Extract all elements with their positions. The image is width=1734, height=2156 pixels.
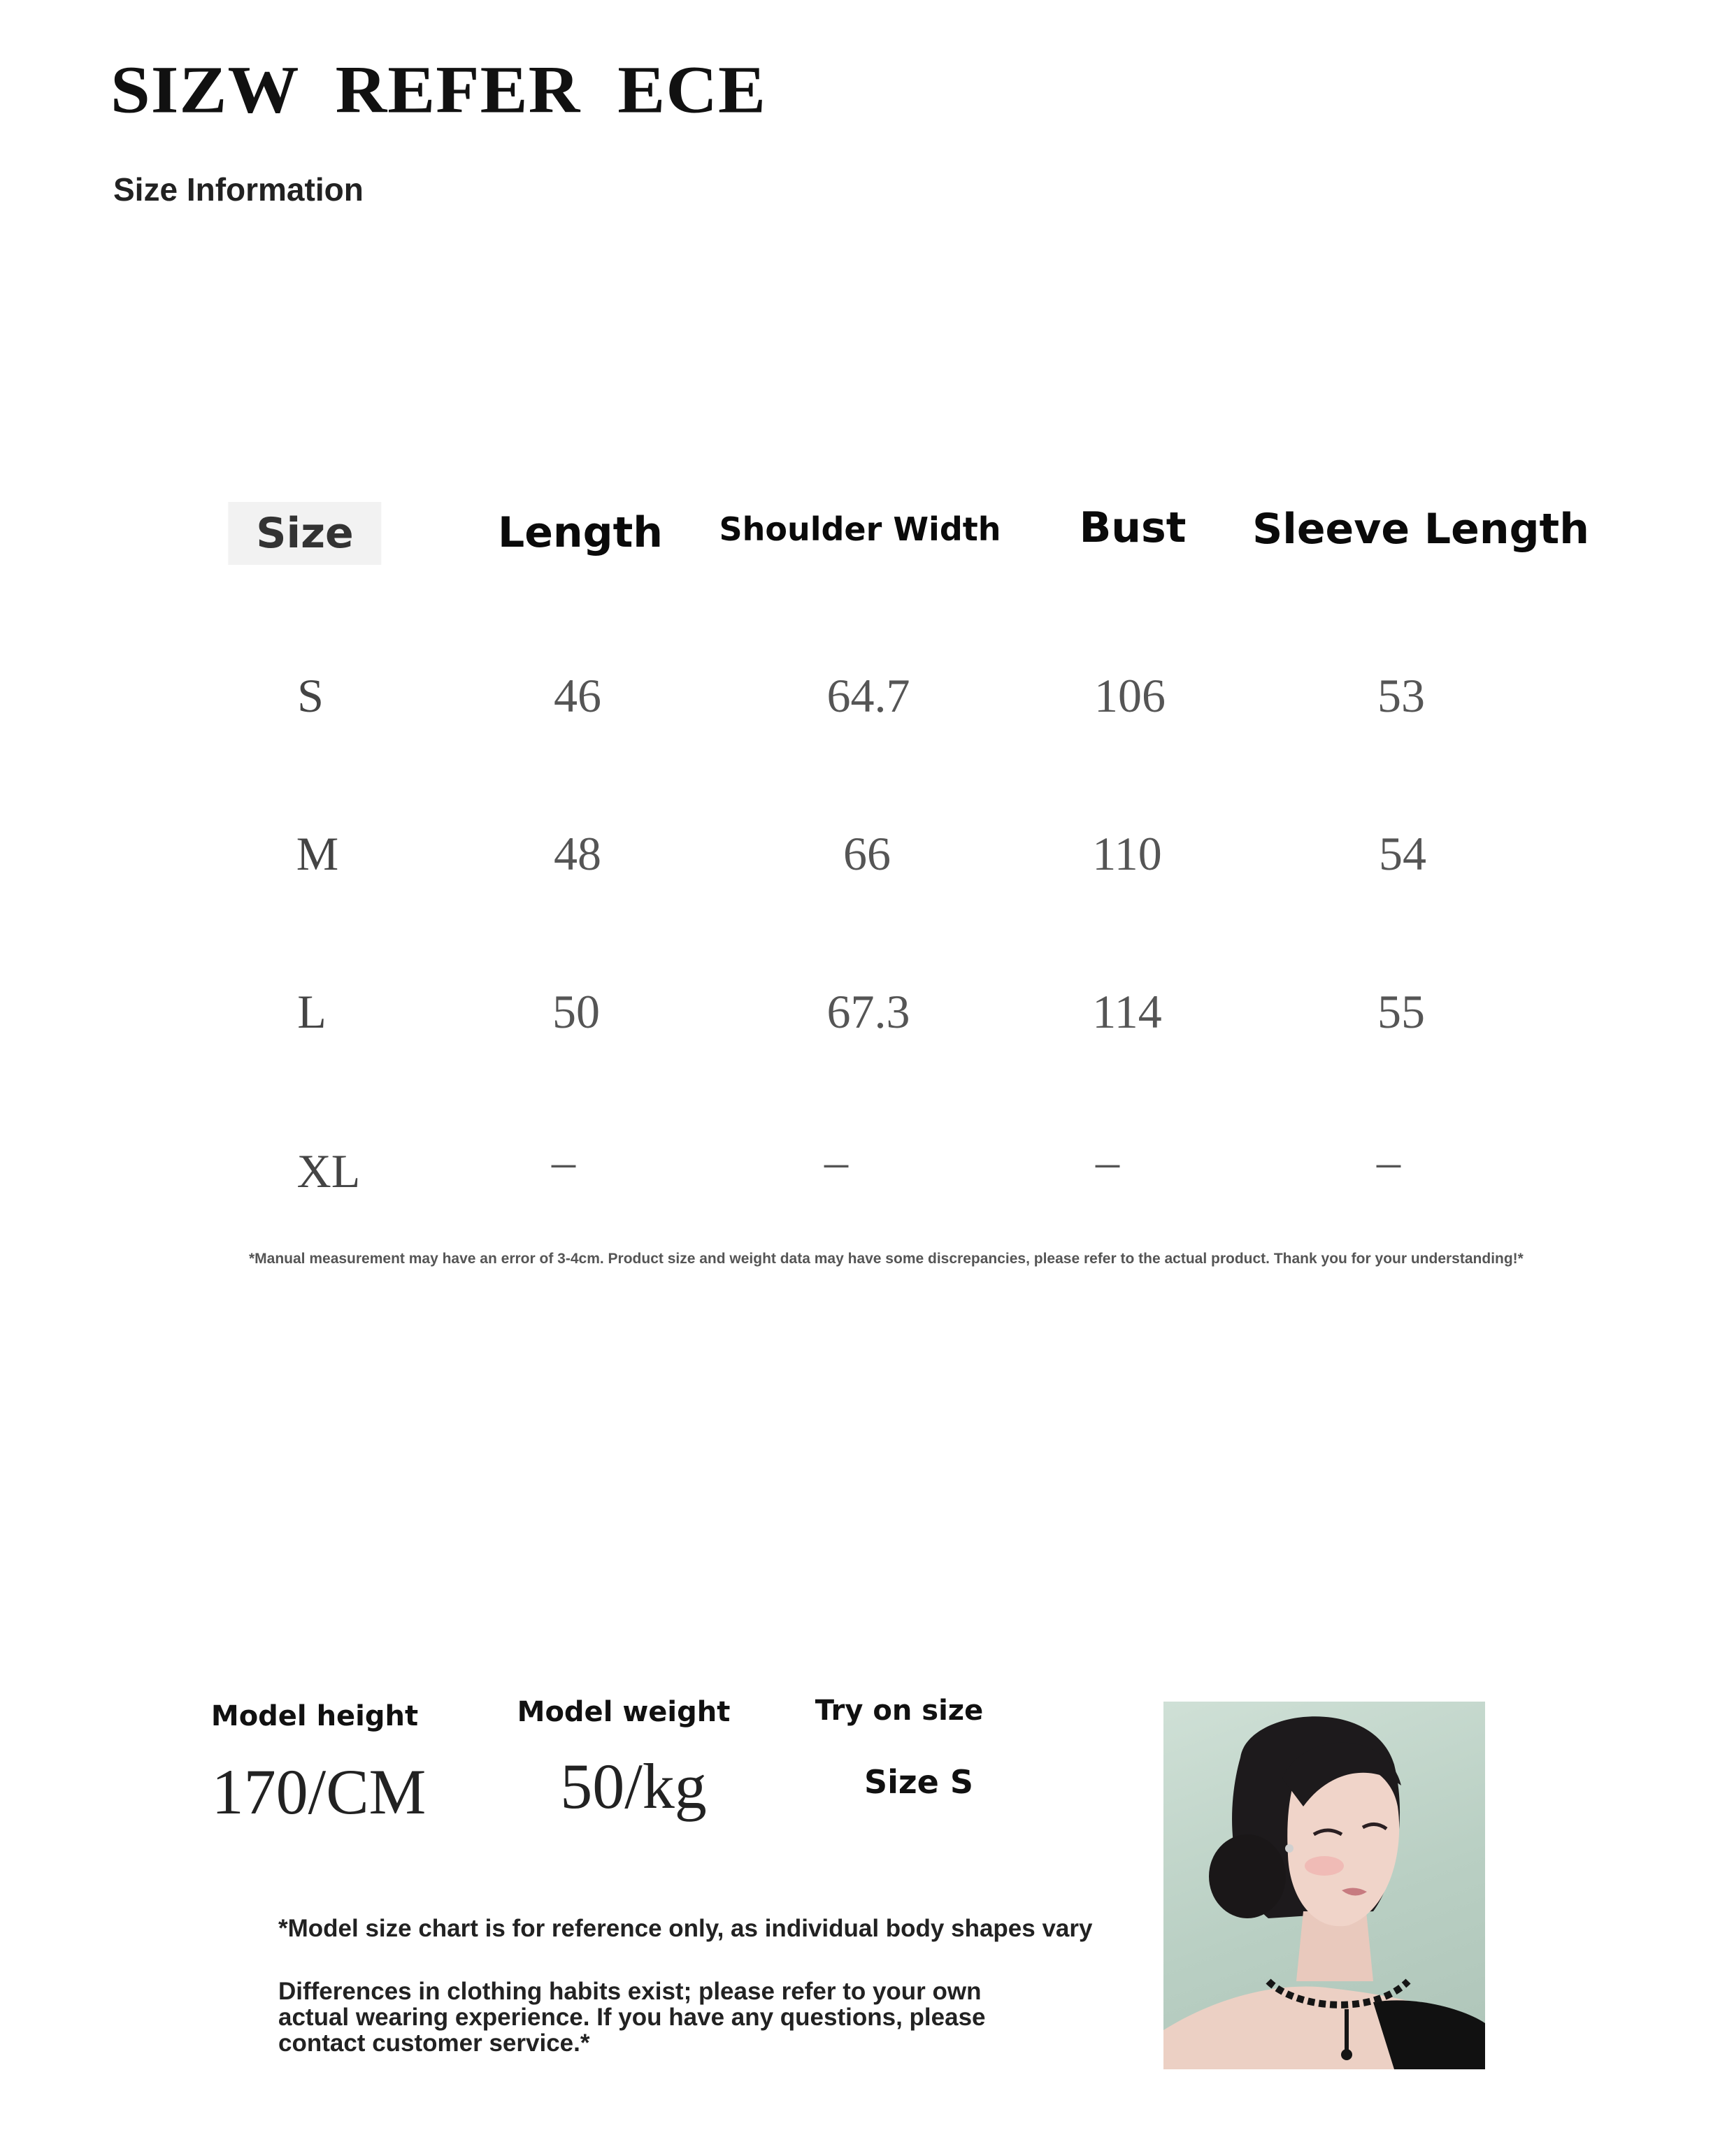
- portrait-illustration-icon: [1163, 1702, 1485, 2069]
- table-cell-shoulder-width: 64.7: [826, 669, 910, 722]
- table-cell-sleeve-length: 55: [1377, 985, 1425, 1038]
- model-disclaimer-details: [278, 1978, 986, 2056]
- try-on-size-label: Try on size: [815, 1695, 984, 1727]
- table-cell-shoulder-width: –: [824, 1135, 848, 1188]
- table-cell-bust: 106: [1094, 669, 1166, 722]
- disclaimer-line: contact customer service.*: [278, 2029, 590, 2057]
- table-cell-bust: 110: [1092, 827, 1162, 880]
- table-cell-shoulder-width: 67.3: [826, 985, 910, 1038]
- column-header-size: Size: [228, 502, 381, 565]
- page-title: SIZW REFER ECE: [110, 52, 767, 128]
- table-cell-length: 50: [552, 985, 600, 1038]
- table-cell-sleeve-length: 54: [1379, 827, 1426, 880]
- try-on-size-value: Size S: [864, 1763, 974, 1801]
- model-portrait-photo: [1163, 1702, 1485, 2069]
- table-cell-sleeve-length: 53: [1377, 669, 1425, 722]
- model-weight-value: 50/kg: [560, 1751, 707, 1822]
- model-weight-label: Model weight: [517, 1696, 731, 1728]
- table-cell-size: L: [297, 985, 327, 1038]
- disclaimer-line: Differences in clothing habits exist; please refer to your own: [278, 1978, 982, 2005]
- table-cell-shoulder-width: 66: [843, 827, 891, 880]
- column-header-shoulder-width: Shoulder Width: [719, 510, 1001, 548]
- measurement-note: *Manual measurement may have an error of 3-4cm. Product size and weight data may have some discrepancies, please refer to the actual product. Thank you for your understanding!*: [249, 1251, 1524, 1267]
- table-cell-size: M: [296, 827, 339, 880]
- table-cell-bust: –: [1096, 1135, 1119, 1188]
- table-cell-size: S: [297, 669, 324, 722]
- table-cell-length: 46: [554, 669, 601, 722]
- section-subtitle: Size Information: [113, 171, 364, 208]
- model-height-label: Model height: [210, 1700, 419, 1732]
- column-header-sleeve-length: Sleeve Length: [1252, 505, 1589, 554]
- model-height-value: 170/CM: [211, 1756, 427, 1827]
- table-cell-sleeve-length: –: [1377, 1135, 1400, 1188]
- table-cell-length: 48: [554, 827, 601, 880]
- disclaimer-line: actual wearing experience. If you have any questions, please: [278, 2004, 986, 2031]
- column-header-length: Length: [498, 508, 663, 557]
- table-cell-size: XL: [296, 1144, 361, 1198]
- table-cell-length: –: [552, 1135, 575, 1188]
- model-disclaimer-note: *Model size chart is for reference only, as individual body shapes vary: [278, 1915, 1093, 1942]
- table-cell-bust: 114: [1092, 985, 1162, 1038]
- column-header-bust: Bust: [1079, 503, 1187, 552]
